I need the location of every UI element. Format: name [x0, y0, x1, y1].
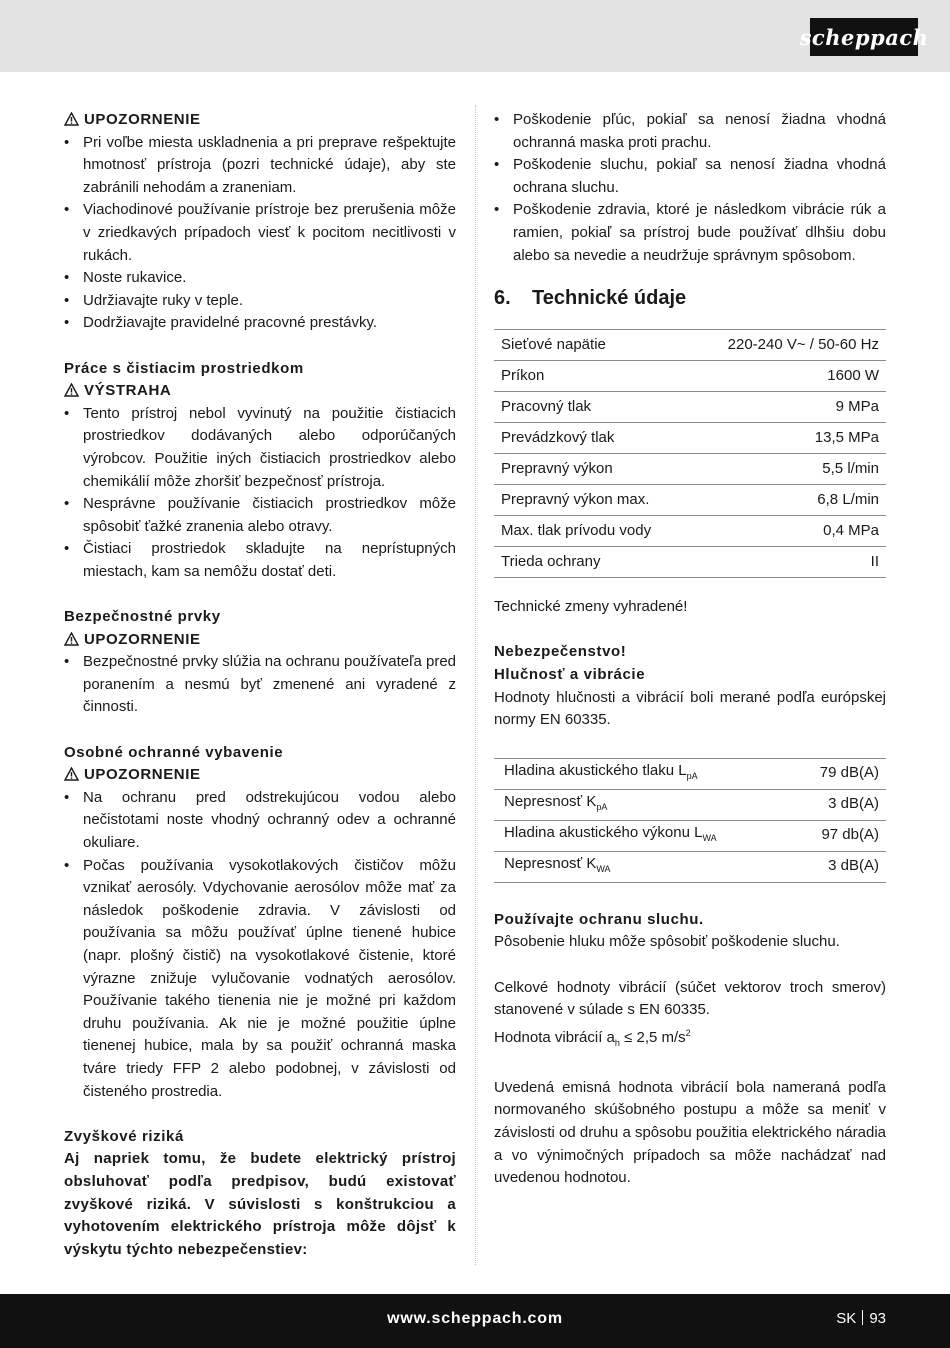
section-title-text: Technické údaje: [532, 287, 687, 310]
list-item: • Nesprávne používanie čistiacich prostriedkov môže spôsobiť ťažké zranenia alebo otravy.: [64, 493, 456, 538]
footer-bar: [0, 1294, 950, 1348]
list-item: • Počas používania vysokotlakových čističov môžu vznikať aerosóly. Vdychovanie aerosólov môže mať za následok poškodenie zdravia. V závislosti od používania sa môžu používať úplne tienené hubice (napr. plošný čistič) na vysokotlakové čistenie, ktoré výrazne znižuje vylučovanie vodnatých aerosólov. Používanie takého tienenia nie je možné pri každom druhu používania. Ak nie je možné použitie úplne tienenej hubice, mala by sa použiť ochranná maska tváre triedy FFP 2 alebo podobnej, v závislosti od čisteného prostredia.: [64, 855, 456, 1104]
safety-features-list: [64, 651, 456, 719]
storage-warning-list: [64, 132, 456, 335]
table-row: [494, 547, 886, 578]
vibration-text: Celkové hodnoty vibrácií (súčet vektorov troch smerov) stanovené v súlade s EN 60335.: [494, 978, 886, 1019]
list-item: • Dodržiavajte pravidelné pracovné prestávky.: [64, 312, 456, 335]
list-item: • Bezpečnostné prvky slúžia na ochranu používateľa pred poranením a nesmú byť zmenené ani vyradené z činnosti.: [64, 651, 456, 719]
noise-label-text: Nepresnosť K: [504, 792, 597, 810]
residual-risks-list: [494, 109, 886, 267]
spec-value: II: [689, 547, 886, 578]
list-item: • Na ochranu pred odstrekujúcou vodou alebo nečistotami noste vhodný ochranný odev a ochranné okuliare.: [64, 787, 456, 855]
section-title: [494, 285, 886, 311]
list-item: • Tento prístroj nebol vyvinutý na použitie čistiacich prostriedkov dodávaných alebo odporúčaných výrobcov. Použitie iných čistiacich prostriedkov alebo chemikálií môže zhoršiť bezpečnosť prístroja.: [64, 403, 456, 493]
list-item: • Pri voľbe miesta uskladnenia a pri preprave rešpektujte hmotnosť prístroja (pozri technické údaje), aby ste zabránili nehodám a zraneniam.: [64, 132, 456, 200]
noise-value: 97 db(A): [788, 820, 886, 851]
warning-triangle-icon: [64, 380, 80, 403]
brand-logo-text: scheppach: [799, 24, 929, 50]
vibration-value: [494, 1022, 886, 1055]
page-number: 93: [869, 1310, 886, 1327]
noise-label-subscript: pA: [686, 770, 698, 781]
section-heading: Bezpečnostné prvky: [64, 608, 221, 626]
spec-label: Prepravný výkon: [494, 454, 689, 485]
protective-equipment-list: [64, 787, 456, 1103]
technical-data-table: [494, 329, 886, 578]
noise-table: [494, 758, 886, 883]
noise-label-text: Hladina akustického tlaku L: [504, 761, 687, 779]
noise-heading: Hlučnosť a vibrácie: [494, 665, 646, 683]
hearing-text: Pôsobenie hluku môže spôsobiť poškodenie sluchu.: [494, 933, 840, 951]
spec-label: Príkon: [494, 361, 689, 392]
section-heading: Zvyškové riziká: [64, 1127, 184, 1145]
page-separator: [862, 1310, 863, 1325]
table-row: [494, 820, 886, 851]
warning-label: VÝSTRAHA: [84, 382, 172, 400]
section-heading: Osobné ochranné vybavenie: [64, 743, 284, 761]
footer-website: www.scheppach.com: [387, 1310, 563, 1327]
section-heading: Práce s čistiacim prostriedkom: [64, 359, 304, 377]
spec-value: 0,4 MPa: [689, 516, 886, 547]
spec-value: 1600 W: [689, 361, 886, 392]
cleaning-agent-list: [64, 403, 456, 584]
table-row: [494, 423, 886, 454]
noise-label-text: Hladina akustického výkonu L: [504, 823, 703, 841]
table-row: [494, 789, 886, 820]
warning-triangle-icon: [64, 764, 80, 787]
noise-label: [494, 789, 788, 820]
vibration-value-subscript: h: [614, 1037, 620, 1048]
noise-value: 3 dB(A): [788, 851, 886, 882]
list-item: • Noste rukavice.: [64, 267, 456, 290]
spec-value: 5,5 l/min: [689, 454, 886, 485]
right-column: [494, 109, 886, 1190]
warning-triangle-icon: [64, 109, 80, 132]
spec-label: Sieťové napätie: [494, 330, 689, 361]
spec-label: Max. tlak prívodu vody: [494, 516, 689, 547]
spec-label: Prepravný výkon max.: [494, 485, 689, 516]
noise-label: [494, 851, 788, 882]
list-item: • Poškodenie sluchu, pokiaľ sa nenosí žiadna vhodná ochrana sluchu.: [494, 154, 886, 199]
table-row: [494, 851, 886, 882]
spec-value: 6,8 L/min: [689, 485, 886, 516]
list-item: • Poškodenie zdravia, ktoré je následkom vibrácie rúk a ramien, pokiaľ sa prístroj bude používať dlhšiu dobu alebo sa nevedie a neudržuje správnym spôsobom.: [494, 199, 886, 267]
noise-intro: Hodnoty hlučnosti a vibrácií boli merané podľa európskej normy EN 60335.: [494, 688, 886, 729]
list-item: • Viachodinové používanie prístroje bez prerušenia môže v zriedkavých prípadoch viesť k pocitom necitlivosti v rukách.: [64, 199, 456, 267]
warning-label: UPOZORNENIE: [84, 111, 201, 128]
noise-label-subscript: WA: [596, 863, 611, 874]
table-row: [494, 361, 886, 392]
table-row: [494, 392, 886, 423]
spec-value: 13,5 MPa: [689, 423, 886, 454]
warning-heading: [64, 109, 456, 132]
warning-label: UPOZORNENIE: [84, 766, 201, 784]
section-number: 6.: [494, 287, 511, 310]
table-row: [494, 758, 886, 789]
table-row: [494, 516, 886, 547]
warning-heading: [64, 629, 456, 652]
table-row: [494, 330, 886, 361]
table-row: [494, 485, 886, 516]
list-item: • Udržiavajte ruky v teple.: [64, 290, 456, 313]
vibration-value-prefix: Hodnota vibrácií a: [494, 1028, 615, 1046]
column-divider: [475, 105, 476, 1265]
technical-changes-note: Technické zmeny vyhradené!: [494, 598, 688, 616]
vibration-value-superscript: 2: [685, 1027, 691, 1038]
list-item: • Poškodenie pľúc, pokiaľ sa nenosí žiadna vhodná ochranná maska proti prachu.: [494, 109, 886, 154]
list-item: • Čistiaci prostriedok skladujte na neprístupných miestach, kam sa nemôžu dostať deti.: [64, 538, 456, 583]
noise-label: [494, 820, 788, 851]
noise-label: [494, 758, 788, 789]
brand-logo: [799, 18, 929, 56]
language-code: SK: [836, 1310, 857, 1327]
warning-label: UPOZORNENIE: [84, 630, 201, 648]
warning-heading: [64, 380, 456, 403]
residual-risks-text: Aj napriek tomu, že budete elektrický prístroj obsluhovať podľa predpisov, budú existovať zvyškové riziká. V súvislosti s konštrukciou a vyhotovením elektrického prístroja môže dôjsť k výskytu týchto nebezpečenstiev:: [64, 1150, 456, 1258]
noise-label-subscript: WA: [702, 832, 717, 843]
left-column: [64, 109, 456, 1261]
noise-value: 3 dB(A): [788, 789, 886, 820]
danger-heading: Nebezpečenstvo!: [494, 643, 627, 661]
hearing-protection-heading: Používajte ochranu sluchu.: [494, 910, 704, 928]
emission-text: Uvedená emisná hodnota vibrácií bola nameraná podľa normovaného skúšobného postupu a môže sa meniť v závislosti od druhu a spôsobu použitia elektrického náradia a vo výnimočných prípadoch sa môže nachádzať nad uvedenou hodnotou.: [494, 1078, 886, 1187]
noise-label-subscript: pA: [596, 801, 608, 812]
warning-triangle-icon: [64, 629, 80, 652]
warning-heading: [64, 764, 456, 787]
vibration-value-suffix: ≤ 2,5 m/s: [619, 1028, 686, 1046]
spec-label: Prevádzkový tlak: [494, 423, 689, 454]
spec-label: Trieda ochrany: [494, 547, 689, 578]
spec-label: Pracovný tlak: [494, 392, 689, 423]
noise-label-text: Nepresnosť K: [504, 854, 597, 872]
noise-value: 79 dB(A): [788, 758, 886, 789]
table-row: [494, 454, 886, 485]
page-indicator: [836, 1310, 886, 1327]
spec-value: 220-240 V~ / 50-60 Hz: [689, 330, 886, 361]
spec-value: 9 MPa: [689, 392, 886, 423]
